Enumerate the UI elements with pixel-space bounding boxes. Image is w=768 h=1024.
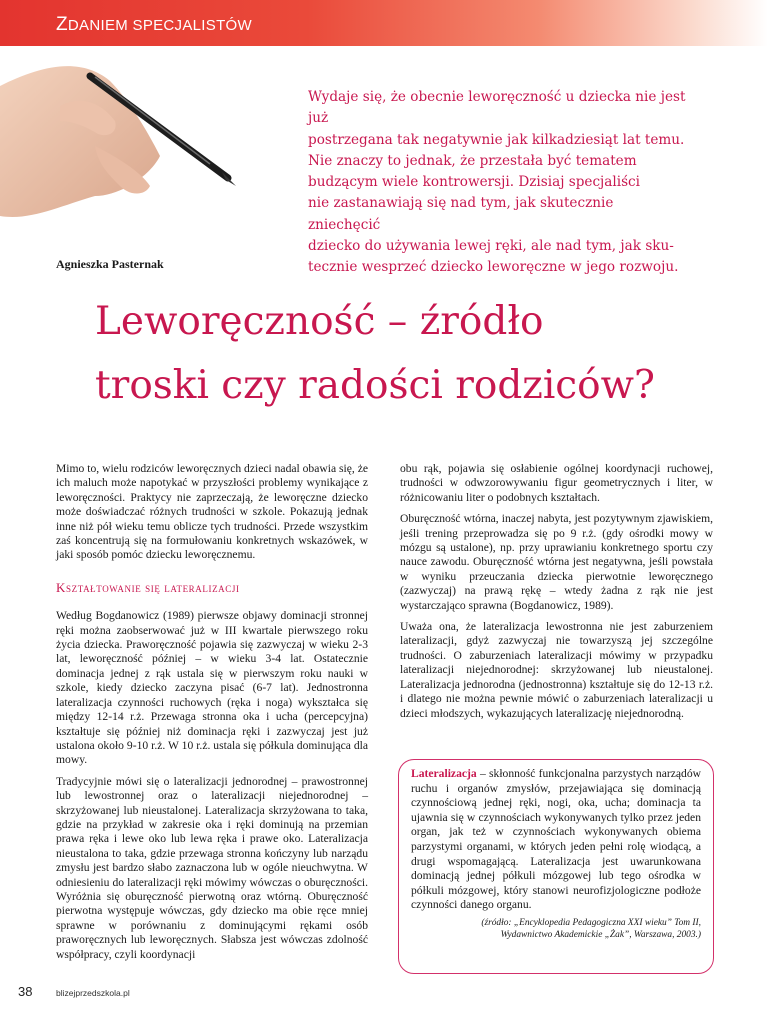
source-line-1: (źródło: „Encyklopedia Pedagogiczna XXI wieku” Tom II, (481, 917, 701, 928)
definition-body: – skłonność funkcjonalna parzystych narządów ruchu i organów zmysłów, przejawiająca się dominacją czynnościową jednej ręki, nogi, oka, ucha; dominacja ta ujawnia się w czynnościach wykonywanych tylko przez jeden organ, jak też w czynnościach wykonywanych obiema parzystymi organami, w których jeden pełni rolę wiodącą, a drugi wspomagającą. Lateralizacja jest uwarunkowana dominacją jednej półkuli mózgowej lub tego ośrodka w półkuli mózgowej, który stanowi neurofizjologiczne podłoże czynności danego organu. (411, 767, 701, 912)
section-label-initial: Z (56, 14, 68, 35)
section-heading: Kształtowanie się lateralizacji (56, 579, 240, 595)
intro-line: nie zastanawiają się nad tym, jak skutecznie zniechęcić (308, 195, 614, 233)
article-title-line-1: Leworęczność – źródło (95, 299, 544, 344)
footer (18, 983, 32, 1001)
right-column (400, 462, 713, 728)
paragraph: obu rąk, pojawia się osłabienie ogólnej koordynacji ruchowej, trudności w odwzorowywaniu figur geometrycznych i liter, w różnicowaniu liter o podobnych kształtach. (400, 462, 713, 504)
intro-line: tecznie wesprzeć dziecko leworęczne w jego rozwoju. (308, 259, 679, 276)
article-title-line-2: troski czy radości rodziców? (95, 363, 655, 408)
section-label-rest: DANIEM SPECJALISTÓW (67, 17, 252, 34)
definition-box (398, 759, 714, 974)
page-number: 38 (18, 984, 33, 999)
definition-term: Lateralizacja (411, 767, 477, 780)
intro-line: Nie znaczy to jednak, że przestała być tematem (308, 152, 637, 169)
intro-line: Wydaje się, że obecnie leworęczność u dziecka nie jest już (308, 89, 686, 127)
intro-line: postrzegana tak negatywnie jak kilkadziesiąt lat temu. (308, 131, 685, 148)
footer-site-url: blizejprzedszkola.pl (56, 988, 130, 998)
paragraph: Mimo to, wielu rodziców leworęcznych dzieci nadal obawia się, że ich maluch może napotykać w przyszłości problemy wynikające z leworęczności. Praktycy nie zaprzeczają, że leworęczne dziecko może doświadczać różnych trudności w szkole. Pokazują jednak inne niż pół wieku temu oblicze tych trudności. Przede wszystkim zaś koncentrują się na formułowaniu konkretnych wskazówek, w jaki sposób pomóc dziecku leworęcznemu. (56, 462, 368, 562)
definition-text (411, 767, 701, 913)
definition-source (411, 917, 701, 942)
article-author: Agnieszka Pasternak (56, 257, 164, 271)
paragraph: Według Bogdanowicz (1989) pierwsze objawy dominacji stronnej ręki można zaobserwować już w III kwartale pierwszego roku życia dziecka. Praworęczność pojawia się zazwyczaj w wieku 2-3 lat, leworęczność później – w wieku 3-4 lat. Ostatecznie dominacja jednej z rąk ustala się w pierwszym roku nauki w szkole, kiedy dziecko zaczyna pisać (6-7 lat). Jednostronna lateralizacja czynności ruchowych (ręka i noga) wykształca się między 12-14 r.ż. Przewaga stronna oka i ucha (percepcyjna) kształtuje się później niż dominacja ręki i zazwyczaj jest już ustalona około 9-10 r.ż. W 10 r.ż. ustala się półkula dominująca dla mowy. (56, 609, 368, 767)
intro-lead (308, 87, 688, 279)
paragraph: Oburęczność wtórna, inaczej nabyta, jest pozytywnym zjawiskiem, jeśli trening przeprowadza się po 9 r.ż. (gdy ośrodki mowy w mózgu są ustalone), np. przy uprawianiu konkretnego sportu czy nauce zawodu. Oburęczność wtórna jest negatywna, jeśli powstała w wyniku przeuczania dziecka pierwotnie leworęcznego (zazwyczaj) na prawą rękę – wtedy żadna z rąk nie jest wystarczająco sprawna (Bogdanowicz, 1989). (400, 512, 713, 612)
paragraph: Uważa ona, że lateralizacja lewostronna nie jest zaburzeniem lateralizacji, gdyż zazwyczaj nie towarzyszą jej szczególne trudności. O zaburzeniach lateralizacji mówimy w przypadku lateralizacji niejednorodnej: skrzyżowanej lub nieustalonej. Lateralizacja jednorodna (jednostronna) kształtuje się do 12-13 r.ż. i dlatego nie można pewnie mówić o zaburzeniach lateralizacji u dzieci młodszych, wykazujących lateralizację niejednorodną. (400, 620, 713, 720)
intro-line: dziecko do używania lewej ręki, ale nad tym, jak sku- (308, 238, 674, 255)
paragraph: Tradycyjnie mówi się o lateralizacji jednorodnej – prawostronnej lub lewostronnej oraz o lateralizacji niejednorodnej – skrzyżowanej lub nieustalonej. Lateralizacja skrzyżowana to taka, gdzie na przykład w zakresie oka i ręki dominują na przemian prawa ręka i lewe oko lub lewa ręka i prawe oko. Lateralizacja nieustalona to taka, gdzie przewaga stronna kończyny lub narządu zmysłu jest bardzo słabo zaznaczona lub w ogóle nieuchwytna. W odniesieniu do lateralizacji ręki mówimy wówczas o oburęczności. Wyróżnia się oburęczność pierwotną oraz wtórną. Oburęczność pierwotna występuje wówczas, gdy dziecko ma obie ręce mniej sprawne w porównaniu z dominującymi rękami osób praworęcznych lub leworęcznych. Słabsza jest wówczas zdolność współpracy, czyli koordynacji (56, 774, 368, 961)
left-column (56, 462, 368, 969)
source-line-2: Wydawnictwo Akademickie „Żak”, Warszawa, 2003.) (500, 930, 701, 941)
article-title (95, 290, 735, 418)
section-label (56, 14, 252, 36)
intro-line: budzącym wiele kontrowersji. Dzisiaj specjaliści (308, 174, 641, 191)
hand-with-pen-illustration (0, 46, 250, 246)
